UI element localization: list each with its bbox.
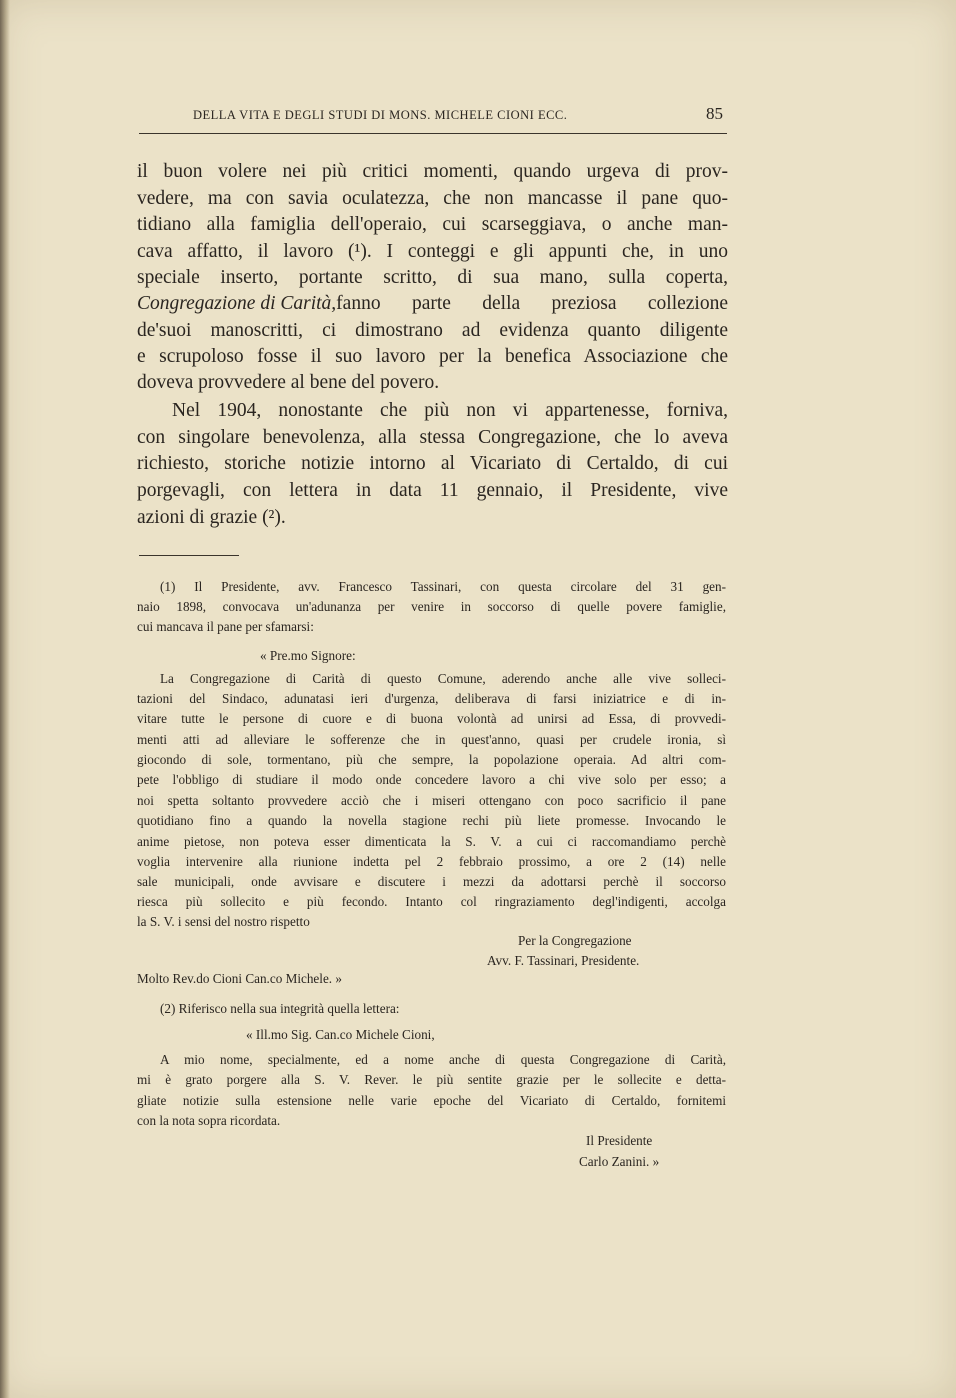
italic-title: Congregazione di Carità, <box>137 293 337 314</box>
footnote-line: cui mancava il pane per sfamarsi: <box>137 619 314 634</box>
footnote-line: menti atti ad alleviare le sofferenze che in quest'anno, quasi per crudele ironia, sì <box>137 732 726 747</box>
body-line: de'suoi manoscritti, ci dimostrano ad evidenza quanto diligente <box>137 320 728 341</box>
running-title: DELLA VITA E DEGLI STUDI DI MONS. MICHELE CIONI ECC. <box>193 108 568 122</box>
footnote-line: giocondo di sole, tormentano, più che sempre, la popolazione operaia. Ad altri com- <box>137 752 726 767</box>
page-number: 85 <box>706 104 723 123</box>
body-line: tidiano alla famiglia dell'operaio, cui scarseggiava, o anche man- <box>137 214 728 235</box>
body-line: speciale inserto, portante scritto, di sua mano, sulla coperta, <box>137 267 728 288</box>
body-line: cava affatto, il lavoro (¹). I conteggi e gli appunti che, in uno <box>137 241 728 262</box>
footnote-line: la S. V. i sensi del nostro rispetto <box>137 914 310 929</box>
footnote-line: anime pietose, non poteva esser dimenticata la S. V. a cui ci raccomandiamo perchè <box>137 834 726 849</box>
body-line: richiesto, storiche notizie intorno al Vicariato di Certaldo, di cui <box>137 453 728 474</box>
header-rule <box>139 133 727 134</box>
footnote-line: A mio nome, specialmente, ed a nome anche di questa Congregazione di Carità, <box>160 1052 726 1067</box>
footnote-line: con la nota sopra ricordata. <box>137 1113 281 1128</box>
footnote-rule <box>139 555 239 556</box>
body-line: doveva provvedere al bene del povero. <box>137 372 440 393</box>
body-line: con singolare benevolenza, alla stessa Congregazione, che lo aveva <box>137 427 728 448</box>
footnote-line: La Congregazione di Carità di questo Comune, aderendo anche alle vive solleci- <box>160 671 726 686</box>
body-line-rest: fanno parte della preziosa collezione <box>336 293 728 314</box>
footnote-line: voglia intervenire alla riunione indetta pel 2 febbraio prossimo, a ore 2 (14) nelle <box>137 854 726 869</box>
body-line <box>137 292 728 316</box>
footnote-line: (2) Riferisco nella sua integrità quella lettera: <box>160 1001 400 1016</box>
footnote-line: Il Presidente <box>586 1133 653 1148</box>
footnote-line: Avv. F. Tassinari, Presidente. <box>487 953 640 968</box>
body-line: e scrupoloso fosse il suo lavoro per la benefica Associazione che <box>137 346 728 367</box>
body-line: il buon volere nei più critici momenti, quando urgeva di prov- <box>137 161 728 182</box>
footnote-line: riesca più sollecito e più fecondo. Intanto col ringraziamento degl'indigenti, accolga <box>137 894 726 909</box>
footnote-line: pete l'obbligo di studiare il modo onde concedere lavoro a chi vive solo per esso; a <box>137 772 726 787</box>
footnote-line: naio 1898, convocava un'adunanza per venire in soccorso di quelle povere famiglie, <box>137 599 726 614</box>
footnote-line: tazioni del Sindaco, adunatasi ieri d'urgenza, deliberava di farsi iniziatrice e di in- <box>137 691 726 706</box>
page-gutter-edge <box>0 0 10 1398</box>
footnote-line: Molto Rev.do Cioni Can.co Michele. » <box>137 971 342 986</box>
footnote-line: mi è grato porgere alla S. V. Rever. le più sentite grazie per le sollecite e detta- <box>137 1072 726 1087</box>
footnote-line: sale municipali, onde avvisare e discutere i mezzi da adottarsi perchè il soccorso <box>137 874 726 889</box>
footnote-line: Carlo Zanini. » <box>579 1154 660 1169</box>
body-line: porgevagli, con lettera in data 11 gennaio, il Presidente, vive <box>137 480 728 501</box>
footnote-line: Per la Congregazione <box>518 933 632 948</box>
footnote-line: vitare tutte le persone di cuore e di buona volontà ad unirsi ad Essa, di provvedi- <box>137 711 726 726</box>
body-line: Nel 1904, nonostante che più non vi appartenesse, forniva, <box>172 400 728 421</box>
footnote-line: noi spetta soltanto provvedere acciò che i miseri ottengano con poco sacrificio il pane <box>137 793 726 808</box>
footnote-line: « Ill.mo Sig. Can.co Michele Cioni, <box>246 1027 435 1042</box>
footnote-line: (1) Il Presidente, avv. Francesco Tassinari, con questa circolare del 31 gen- <box>160 579 726 594</box>
footnote-line: « Pre.mo Signore: <box>260 648 356 663</box>
body-line: vedere, ma con savia oculatezza, che non mancasse il pane quo- <box>137 188 728 209</box>
footnote-line: gliate notizie sulla estensione nelle varie epoche del Vicariato di Certaldo, fornitemi <box>137 1093 726 1108</box>
body-line: azioni di grazie (²). <box>137 507 286 528</box>
footnote-line: quotidiano fino a quando la novella stagione rechi più liete promesse. Invocando le <box>137 813 726 828</box>
